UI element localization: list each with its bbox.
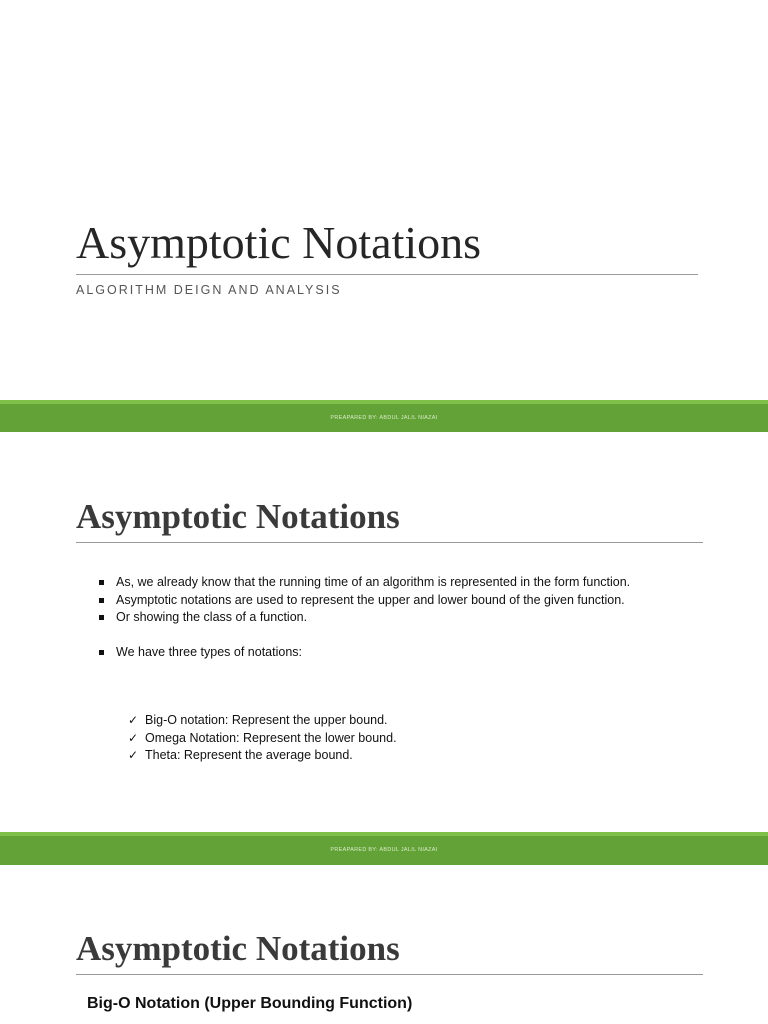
slide-subtitle: ALGORITHM DEIGN AND ANALYSIS <box>76 283 342 297</box>
slide-title: Asymptotic Notations <box>76 217 482 268</box>
bullet-item <box>99 609 639 627</box>
title-divider <box>76 274 698 275</box>
bullet-square-icon <box>99 580 104 585</box>
footer-band-highlight <box>0 832 768 836</box>
section-subheading: Big-O Notation (Upper Bounding Function) <box>87 995 413 1012</box>
bullet-square-icon <box>99 598 104 603</box>
slide-heading: Asymptotic Notations <box>76 929 400 968</box>
footer-band-highlight <box>0 400 768 404</box>
checkmark-list <box>128 712 397 765</box>
slide-heading: Asymptotic Notations <box>76 497 400 536</box>
bullet-square-icon <box>99 615 104 620</box>
bullet-text: We have three types of notations: <box>116 644 302 659</box>
bullet-square-icon <box>99 650 104 655</box>
check-text: Theta: Represent the average bound. <box>145 748 353 762</box>
footer-band <box>0 400 768 432</box>
check-item <box>128 747 397 765</box>
check-item <box>128 712 397 730</box>
heading-divider <box>76 542 703 543</box>
content-slide <box>0 432 768 832</box>
footer-text: PREAPARED BY: ABDUL JALIL NIAZAI <box>330 415 438 421</box>
bullet-item <box>99 592 639 610</box>
checkmark-icon: ✓ <box>128 748 139 762</box>
bullet-text: Or showing the class of a function. <box>116 610 308 624</box>
footer-band <box>0 832 768 865</box>
bullet-list <box>99 574 639 661</box>
bullet-item <box>99 644 639 662</box>
content-slide <box>0 865 768 1024</box>
check-item <box>128 730 397 748</box>
check-text: Big-O notation: Represent the upper bound. <box>145 713 388 727</box>
check-text: Omega Notation: Represent the lower bound. <box>145 730 397 745</box>
bullet-item <box>99 574 639 592</box>
heading-divider <box>76 974 703 975</box>
bullet-text: As, we already know that the running time of an algorithm is represented in the form function. <box>116 575 631 589</box>
bullet-text: Asymptotic notations are used to represent the upper and lower bound of the given function. <box>116 592 625 607</box>
title-slide <box>0 0 768 400</box>
checkmark-icon: ✓ <box>128 713 139 727</box>
checkmark-icon: ✓ <box>128 730 139 745</box>
footer-text: PREAPARED BY: ABDUL JALIL NIAZAI <box>330 847 438 853</box>
